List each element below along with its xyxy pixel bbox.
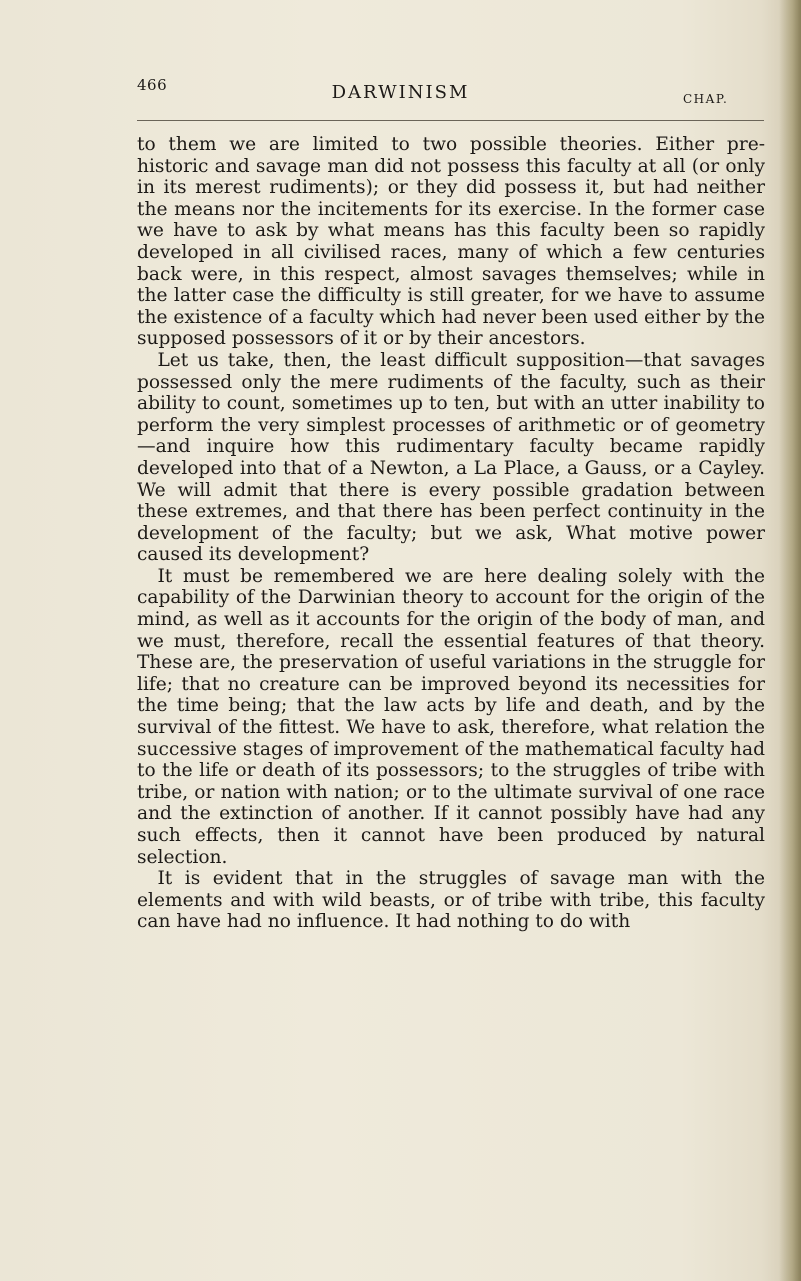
header-rule — [137, 120, 764, 121]
paragraph-4: It is evident that in the struggles of savage man with the elements and with wild beasts, or of tribe with tribe, this faculty can have had no influence. It had nothing to do with — [137, 868, 765, 933]
page-edge-shadow — [779, 0, 801, 1281]
page-body — [137, 134, 765, 933]
paragraph-3: It must be remembered we are here dealing solely with the capability of the Darwinian theory to account for the origin of the mind, as well as it accounts for the origin of the body of man, and we must, therefore, recall the essential features of that theory. These are, the preservation of useful variations in the struggle for life; that no creature can be improved beyond its necessities for the time being; that the law acts by life and death, and by the survival of the fittest. We have to ask, therefore, what relation the successive stages of improvement of the mathematical faculty had to the life or death of its possessors; to the struggles of tribe with tribe, or nation with nation; or to the ultimate survival of one race and the extinction of another. If it cannot possibly have had any such effects, then it cannot have been produced by natural selection. — [137, 565, 765, 868]
paragraph-1: to them we are limited to two possible theories. Either pre-historic and savage man did not possess this faculty at all (or only in its merest rudiments); or they did possess it, but had neither the means nor the incitements for its exercise. In the former case we have to ask by what means has this faculty been so rapidly developed in all civilised races, many of which a few centuries back were, in this respect, almost savages themselves; while in the latter case the difficulty is still greater, for we have to assume the existence of a faculty which had never been used either by the supposed possessors of it or by their ancestors. — [137, 134, 765, 350]
running-head-title: DARWINISM — [331, 82, 470, 103]
paragraph-2: Let us take, then, the least difficult supposition—that savages possessed only the mere rudiments of the faculty, such as their ability to count, sometimes up to ten, but with an utter inability to perform the very simplest processes of arithmetic or of geometry—and inquire how this rudimentary faculty became rapidly developed into that of a Newton, a La Place, a Gauss, or a Cayley. We will admit that there is every possible gradation between these extremes, and that there has been perfect continuity in the development of the faculty; but we ask, What motive power caused its development? — [137, 349, 765, 566]
chapter-mark: CHAP. — [683, 92, 729, 106]
page-number: 466 — [137, 76, 168, 94]
